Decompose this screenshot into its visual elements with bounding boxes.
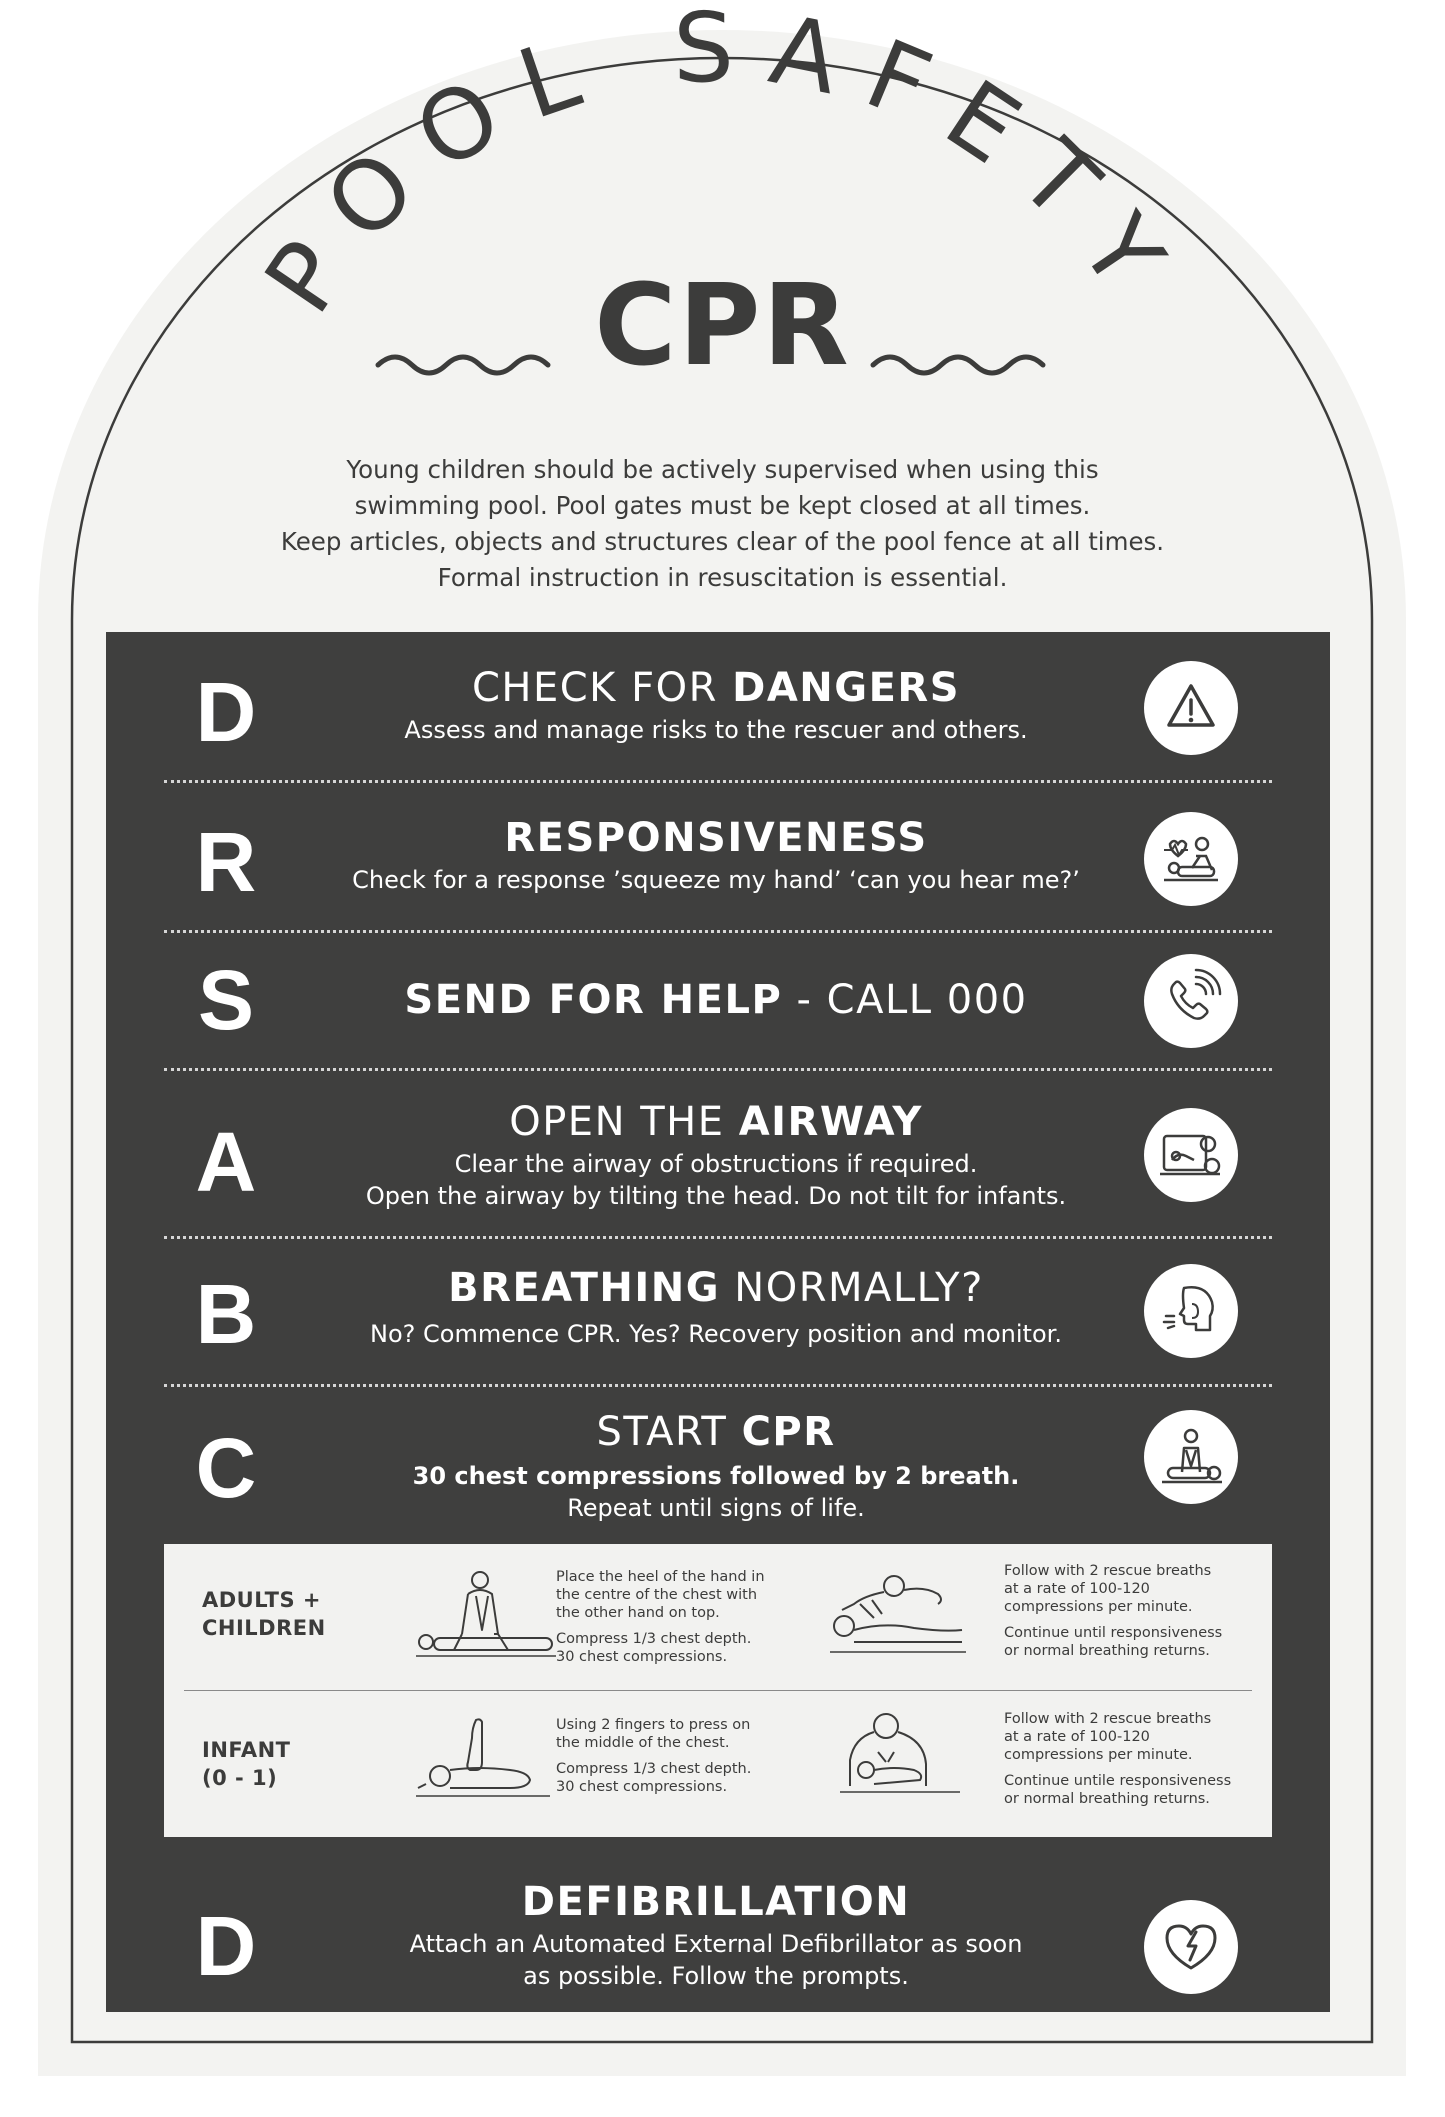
instruction-line: or normal breathing returns. <box>1004 1643 1210 1659</box>
drsabcd-panel <box>106 632 1330 2012</box>
cpr-row-infant <box>164 1694 1272 1834</box>
heading-bold: RESPONSIVENESS <box>504 815 928 861</box>
intro-line: Keep articles, objects and structures clear of the pool fence at all times. <box>280 527 1165 556</box>
instruction-line: at a rate of 100-120 <box>1004 1729 1150 1745</box>
group-label <box>202 1586 326 1642</box>
intro-line: Young children should be actively supervised when using this <box>346 455 1099 484</box>
defibrillator-icon <box>1144 1900 1238 1994</box>
adult-rescue-breath-illustration <box>820 1564 970 1664</box>
heading-bold: SEND FOR HELP <box>404 977 783 1023</box>
compression-instructions <box>556 1568 776 1674</box>
instruction-line: at a rate of 100-120 <box>1004 1581 1150 1597</box>
heading-bold: CPR <box>741 1409 836 1455</box>
step-heading <box>286 1409 1146 1455</box>
group-label-line: ADULTS + <box>202 1588 321 1612</box>
step-dangers <box>106 632 1330 782</box>
heading-bold: BREATHING <box>448 1265 721 1311</box>
responsiveness-icon <box>1144 812 1238 906</box>
instruction-line: Place the heel of the hand in <box>556 1569 765 1585</box>
intro-line: swimming pool. Pool gates must be kept closed at all times. <box>354 491 1091 520</box>
instruction-line: compressions per minute. <box>1004 1747 1193 1763</box>
step-description <box>286 1318 1146 1350</box>
step-airway <box>106 1070 1330 1238</box>
step-description <box>286 1928 1146 1992</box>
infant-compression-illustration <box>410 1714 560 1814</box>
step-breathing <box>106 1238 1330 1386</box>
airway-icon <box>1144 1108 1238 1202</box>
description-line: as possible. Follow the prompts. <box>523 1962 909 1990</box>
description-line: Assess and manage risks to the rescuer and others. <box>404 716 1028 744</box>
heading-thin: CHECK FOR <box>471 665 733 711</box>
step-heading <box>286 1879 1146 1925</box>
step-heading <box>286 1265 1146 1311</box>
description-line: No? Commence CPR. Yes? Recovery position and monitor. <box>370 1320 1062 1348</box>
instruction-line: or normal breathing returns. <box>1004 1791 1210 1807</box>
breath-instructions <box>1004 1710 1254 1816</box>
group-label-line: (0 - 1) <box>202 1766 278 1790</box>
table-row-divider <box>184 1690 1252 1691</box>
step-defibrillation <box>106 1852 1330 2012</box>
title-arc: POOL SAFETY <box>243 0 1202 333</box>
breath-instructions <box>1004 1562 1244 1668</box>
step-description <box>286 1460 1146 1524</box>
description-line: Attach an Automated External Defibrillator as soon <box>409 1930 1023 1958</box>
group-label-line: INFANT <box>202 1738 291 1762</box>
breathing-icon <box>1144 1264 1238 1358</box>
step-letter: S <box>197 953 255 1047</box>
instruction-line: 30 chest compressions. <box>556 1649 728 1665</box>
heading-bold: DANGERS <box>732 665 961 711</box>
description-line: Check for a response ’squeeze my hand’ ‘can you hear me?’ <box>352 866 1080 894</box>
adult-compression-illustration <box>410 1566 560 1666</box>
step-heading <box>286 977 1146 1023</box>
intro-text <box>180 452 1265 596</box>
instruction-line: the middle of the chest. <box>556 1735 730 1751</box>
description-line: 30 chest compressions followed by 2 breath. <box>412 1462 1020 1490</box>
step-heading <box>286 815 1146 861</box>
instruction-line: Continue until responsiveness <box>1004 1625 1223 1641</box>
instruction-line: Compress 1/3 chest depth. <box>556 1761 752 1777</box>
step-letter: B <box>195 1267 257 1361</box>
step-description <box>286 714 1146 746</box>
step-letter: A <box>195 1115 257 1209</box>
group-label-line: CHILDREN <box>202 1616 326 1640</box>
step-heading <box>286 1099 1146 1145</box>
step-start-cpr <box>106 1386 1330 1544</box>
step-description <box>286 1148 1146 1212</box>
heading-thin: OPEN THE <box>509 1099 739 1145</box>
instruction-line: Compress 1/3 chest depth. <box>556 1631 752 1647</box>
description-line: Clear the airway of obstructions if required. <box>454 1150 978 1178</box>
instruction-line: Using 2 fingers to press on <box>556 1717 751 1733</box>
step-letter: D <box>195 665 257 759</box>
description-line: Repeat until signs of life. <box>567 1494 865 1522</box>
instruction-line: Continue untile responsiveness <box>1004 1773 1232 1789</box>
infant-rescue-breath-illustration <box>820 1708 970 1808</box>
step-description <box>286 864 1146 896</box>
warning-icon <box>1144 661 1238 755</box>
heading-thin: NORMALLY? <box>720 1265 984 1311</box>
step-letter: C <box>195 1421 257 1515</box>
step-letter: D <box>195 1899 257 1993</box>
title-cpr: CPR <box>594 261 851 391</box>
instruction-line: Follow with 2 rescue breaths <box>1004 1563 1212 1579</box>
step-send-for-help <box>106 932 1330 1070</box>
cpr-row-adults <box>164 1544 1272 1684</box>
intro-line: Formal instruction in resuscitation is essential. <box>437 563 1008 592</box>
instruction-line: 30 chest compressions. <box>556 1779 728 1795</box>
step-heading <box>286 665 1146 711</box>
instruction-line: the centre of the chest with <box>556 1587 758 1603</box>
instruction-line: compressions per minute. <box>1004 1599 1193 1615</box>
step-responsiveness <box>106 782 1330 932</box>
instruction-line: Follow with 2 rescue breaths <box>1004 1711 1212 1727</box>
heading-thin: START <box>596 1409 742 1455</box>
description-line: Open the airway by tilting the head. Do not tilt for infants. <box>365 1182 1067 1210</box>
heading-bold: DEFIBRILLATION <box>521 1879 911 1925</box>
cpr-icon <box>1144 1410 1238 1504</box>
compression-instructions <box>556 1716 776 1804</box>
heading-thin: - CALL 000 <box>782 977 1028 1023</box>
heading-bold: AIRWAY <box>738 1099 923 1145</box>
phone-call-icon <box>1144 954 1238 1048</box>
cpr-instruction-table <box>164 1544 1272 1837</box>
group-label <box>202 1736 290 1792</box>
step-letter: R <box>195 815 257 909</box>
instruction-line: the other hand on top. <box>556 1605 720 1621</box>
